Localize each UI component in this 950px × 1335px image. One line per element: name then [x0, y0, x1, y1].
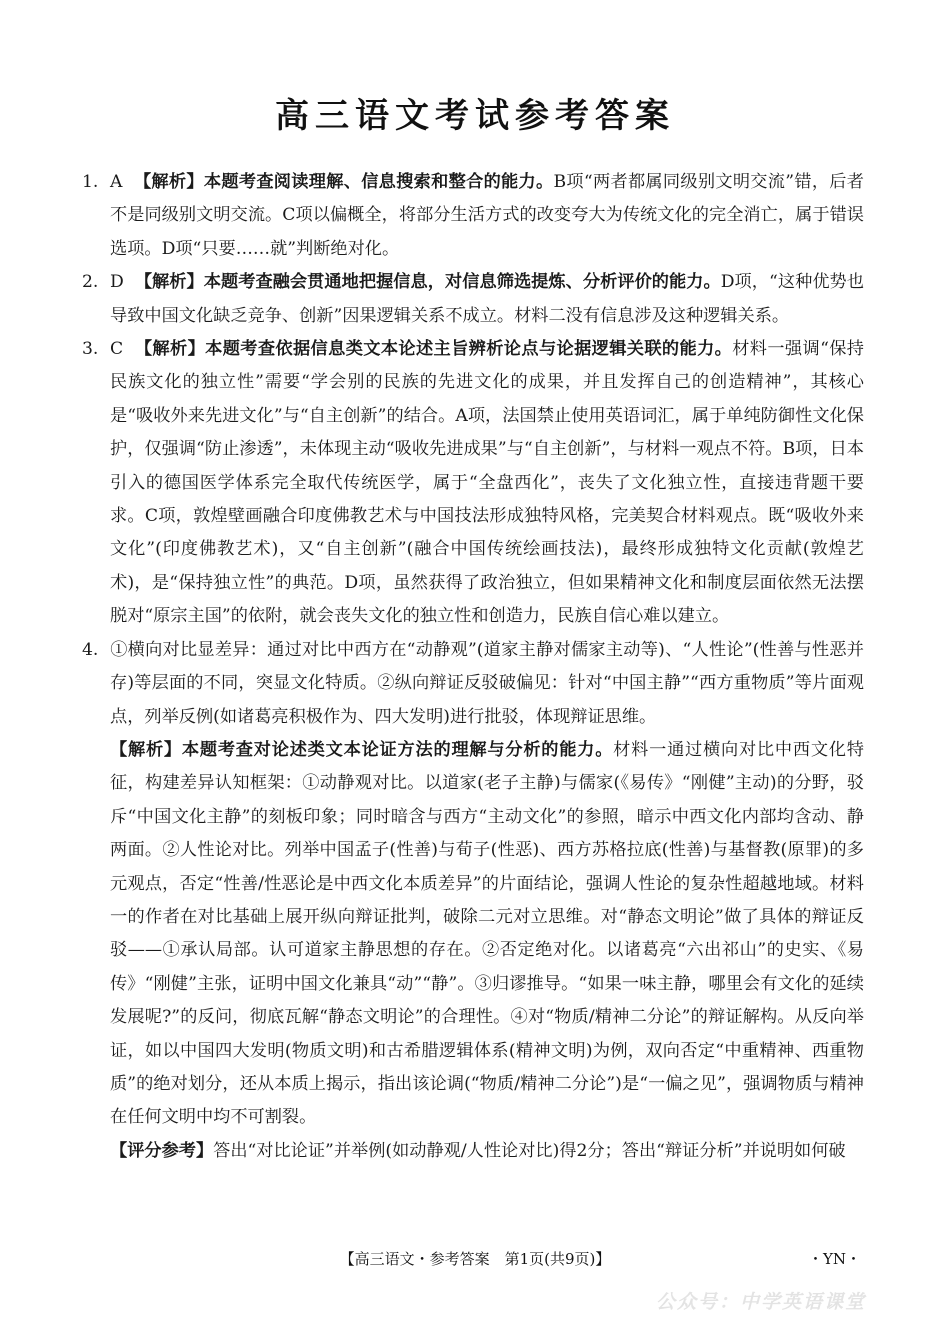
answer-number: 3.: [82, 339, 99, 360]
answer-item-1: [82, 166, 864, 266]
answer-number: 4.: [82, 639, 99, 660]
analysis-tag: 【解析】: [110, 739, 182, 760]
analysis-lead: 本题考查对论述类文本论证方法的理解与分析的能力。: [181, 739, 614, 760]
scoring-tag: 【评分参考】: [110, 1140, 214, 1161]
analysis-tag: 【解析】: [134, 339, 206, 360]
watermark: 公众号：中学英语课堂: [656, 1291, 867, 1313]
analysis-text: 材料一通过横向对比中西文化特征，构建差异认知框架：①动静观对比。以道家(老子主静)与儒家(《易传》“刚健”主动)的分野，驳斥“中国文化主静”的刻板印象；同时暗含与西方“主动文化”的参照，暗示中西文化内部均含动、静两面。②人性论对比。列举中国孟子(性善)与荀子(性恶)、西方苏格拉底(性善)与基督教(原罪)的多元观点，否定“性善/性恶论是中西文化本质差异”的片面结论，强调人性论的复杂性超越地域。材料一的作者在对比基础上展开纵向辩证批判，破除二元对立思维。对“静态文明论”做了具体的辩证反驳——①承认局部。认可道家主静思想的存在。②否定绝对化。以诸葛亮“六出祁山”的史实、《易传》“刚健”主张，证明中国文化兼具“动”“静”。③归谬推导。“如果一味主静，哪里会有文化的延续发展呢?”的反问，彻底瓦解“静态文明论”的合理性。④对“物质/精神二分论”的辩证解构。从反向举证，如以中国四大发明(物质文明)和古希腊逻辑体系(精神文明)为例，双向否定“中重精神、西重物质”的绝对划分，还从本质上揭示，指出该论调(“物质/精神二分论”)是“一偏之见”，强调物质与精神在任何文明中均不可割裂。: [110, 739, 864, 1128]
analysis-lead: 本题考查依据信息类文本论述主旨辨析论点与论据逻辑关联的能力。: [205, 339, 733, 360]
analysis-paragraph-4: [82, 734, 864, 1135]
answer-number: 2.: [82, 272, 99, 293]
answer-item-3: [82, 333, 864, 634]
answer-number: 1.: [82, 172, 99, 192]
answer-letter: D: [110, 272, 124, 293]
answer-text: ①横向对比显差异：通过对比中西方在“动静观”(道家主静对儒家主动等)、“人性论”(性善与性恶并存)等层面的不同，突显文化特质。②纵向辩证反驳破偏见：针对“中国主静”“西方重物质”等片面观点，列举反例(如诸葛亮积极作为、四大发明)进行批驳，体现辩证思维。: [110, 639, 864, 727]
answer-content: [82, 166, 864, 1168]
answer-item-4: [82, 634, 864, 734]
answer-letter: A: [110, 172, 123, 192]
page-footer: 【高三语文・参考答案 第1页(共9页)】: [339, 1250, 611, 1268]
analysis-lead: 本题考查融会贯通地把握信息，对信息筛选提炼、分析评价的能力。: [203, 272, 721, 293]
page-title: 高三语文考试参考答案: [275, 96, 675, 136]
analysis-text: B项“两者都属同级别文明交流”错，后者不是同级别文明交流。C项以偏概全，将部分生活方式的改变夸大为传统文化的完全消亡，属于错误选项。D项“只要……就”判断绝对化。: [110, 172, 864, 259]
analysis-text: 材料一强调“保持民族文化的独立性”需要“学会别的民族的先进文化的成果，并且发挥自己的创造精神”，其核心是“吸收外来先进文化”与“自主创新”的结合。A项，法国禁止使用英语词汇，属于单纯防御性文化保护，仅强调“防止渗透”，未体现主动“吸收先进成果”与“自主创新”，与材料一观点不符。B项，日本引入的德国医学体系完全取代传统医学，属于“全盘西化”，丧失了文化独立性，直接违背题干要求。C项，敦煌壁画融合印度佛教艺术与中国技法形成独特风格，完美契合材料观点。既“吸收外来文化”(印度佛教艺术)，又“自主创新”(融合中国传统绘画技法)，最终形成独特文化贡献(敦煌艺术)，是“保持独立性”的典范。D项，虽然获得了政治独立，但如果精神文化和制度层面依然无法摆脱对“原宗主国”的依附，就会丧失文化的独立性和创造力，民族自信心难以建立。: [110, 339, 864, 627]
scoring-paragraph-4: [82, 1135, 864, 1168]
analysis-lead: 本题考查阅读理解、信息搜索和整合的能力。: [203, 172, 554, 192]
footer-code: ・YN・: [808, 1250, 862, 1268]
analysis-tag: 【解析】: [133, 172, 204, 192]
answer-item-2: [82, 266, 864, 333]
analysis-text: D项，“这种优势也导致中国文化缺乏竞争、创新”因果逻辑关系不成立。材料二没有信息涉及这种逻辑关系。: [110, 272, 864, 326]
answer-letter: C: [110, 339, 124, 360]
analysis-tag: 【解析】: [134, 272, 204, 293]
scoring-text: 答出“对比论证”并举例(如动静观/人性论对比)得2分；答出“辩证分析”并说明如何破: [213, 1140, 846, 1161]
